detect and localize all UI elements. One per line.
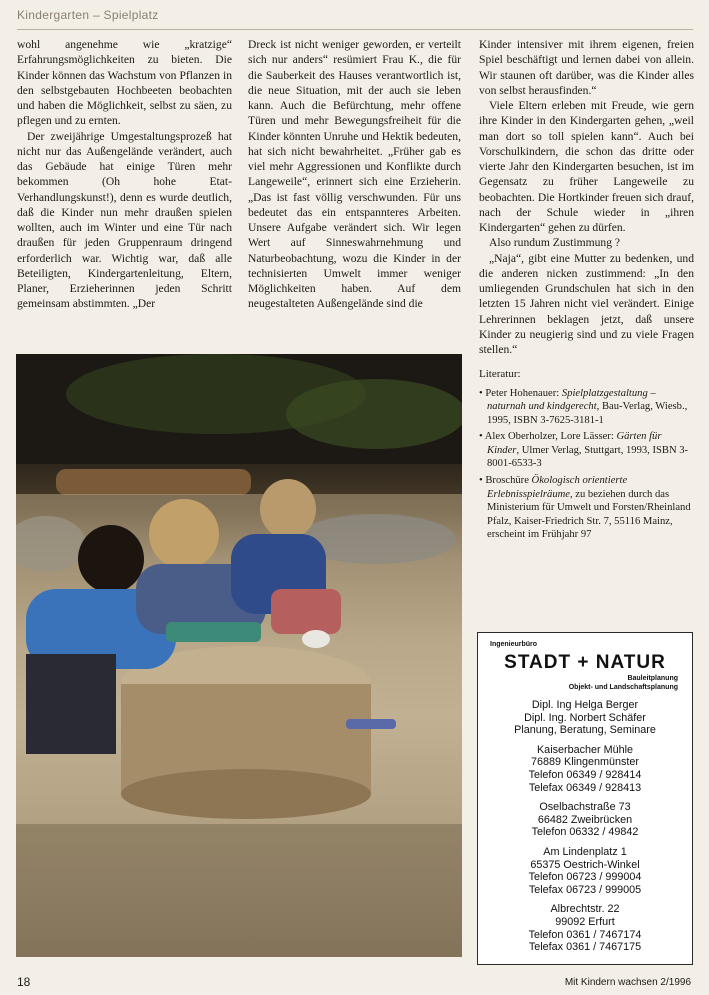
magazine-issue: Mit Kindern wachsen 2/1996 <box>564 977 691 988</box>
paragraph: „Naja“, gibt eine Mutter zu bedenken, und die anderen nicken zustimmend: „In den umliegenden Grundschulen hat sich in den letzten 15 Jahren nicht viel verändert. Einige Lehrerinnen beklagen jetzt, daß unsere Kinder zu neugierig sind und zu viele Fragen stellen.“ <box>479 251 694 356</box>
ad-line: Am Lindenplatz 1 <box>543 845 627 858</box>
lit-details: , Ulmer Verlag, Stuttgart, 1993, ISBN 3-8001-6533-3 <box>487 444 689 470</box>
ad-line: Albrechtstr. 22 <box>550 903 620 916</box>
ad-line: Kaiserbacher Mühle <box>536 743 634 756</box>
literature-title: Literatur: <box>479 368 521 381</box>
paragraph: Dreck ist nicht weniger geworden, er verteilt sich nur anders“ resümiert Frau K., die für die Sauberkeit des Hauses verantwortlich ist, die neue Situation, mit der auch sie leben kann. Auch die Befürchtung, mehr offene Türen und mehr Bewegungsfreiheit für die Kinder könnten Unruhe und Hektik bedeuten, hat sich nicht bewahrheitet. „Früher gab es viel mehr Aggressionen und Konflikte durch Langeweile“, erinnert sich eine Erzieherin. „Das ist fast völlig verschwunden. Für uns bedeutet das ein entspannteres Arbeiten. Unsere Aufgabe verändert sich. Wir legen Wert auf Sinneswahrnehmung und Naturbeobachtung, wozu die Kinder in der technisierten Umwelt immer weniger Möglichkeiten haben. Auf dem neugestalteten Außengelände sind die <box>248 38 461 311</box>
text-column-1 <box>17 37 232 312</box>
header-rule <box>17 29 693 30</box>
section-header: Kindergarten – Spielplatz <box>17 8 159 22</box>
paragraph: Also rundum Zustimmung ? <box>489 236 621 250</box>
ad-subtitle: Bauleitplanung <box>627 675 678 682</box>
ad-subtitle: Objekt- und Landschaftsplanung <box>568 684 678 691</box>
lit-author: Peter Hohenauer: <box>485 387 562 399</box>
lit-details: , zu beziehen durch das Ministerium für Umwelt und Forsten/Rheinland Pfalz, Kaiser-Friedrich Str. 7, 55116 Mainz, erscheint im Frühjahr 97 <box>487 488 691 541</box>
literature-item: • Alex Oberholzer, Lore Lässer: Gärten für Kinder, Ulmer Verlag, Stuttgart, 1993, ISBN 3-8001-6533-3 <box>479 431 689 470</box>
ad-office <box>478 903 692 953</box>
ad-line: Telefon 06349 / 928414 <box>528 768 642 781</box>
ad-line: Telefon 06332 / 49842 <box>531 826 639 839</box>
text-column-2 <box>248 37 461 312</box>
children-sandpit-photo <box>16 354 462 957</box>
literature-item: • Peter Hohenauer: Spielplatzgestaltung – naturnah und kindgerecht, Bau-Verlag, Wiesb., 1995, ISBN 3-7625-3181-1 <box>479 387 688 426</box>
ad-line: Telefon 0361 / 7467174 <box>528 928 642 941</box>
ad-line: Oselbachstraße 73 <box>539 801 631 814</box>
lit-details: , Bau-Verlag, Wiesb., 1995, ISBN 3-7625-3181-1 <box>487 401 688 426</box>
ad-line: Telefax 06349 / 928413 <box>528 781 642 794</box>
lit-title: Gärten für Kinder <box>487 431 662 456</box>
photo-illustration <box>16 354 462 957</box>
ad-line: Planung, Beratung, Seminare <box>514 724 656 737</box>
ad-brand-logo: STADT + NATUR <box>504 652 666 673</box>
ad-office <box>478 744 692 794</box>
ad-line: 76889 Klingenmünster <box>530 756 640 769</box>
ad-line: Telefax 06723 / 999005 <box>528 883 642 896</box>
ad-line: Dipl. Ing Helga Berger <box>531 699 639 711</box>
ad-line: Telefax 0361 / 7467175 <box>528 941 642 954</box>
ad-line: 66482 Zweibrücken <box>537 813 633 826</box>
page-number: 18 <box>17 975 31 989</box>
ad-office <box>478 801 692 839</box>
lit-author: Alex Oberholzer, Lore Lässer: <box>484 431 617 443</box>
literature-item: • Broschüre Ökologisch orientierte Erlebnisspielräume, zu beziehen durch das Ministerium für Umwelt und Forsten/Rheinland Pfalz, Kaiser-Friedrich Str. 7, 55116 Mainz, erscheint im Frühjahr 97 <box>479 475 691 541</box>
advertisement-box <box>477 632 693 965</box>
paragraph: Der zweijährige Umgestaltungsprozeß hat nicht nur das Außengelände verändert, auch das Gebäude hat einige Türen mehr bekommen (Oh hohe Etat-Verhandlungskunst!), denn es wurde deutlich, daß die Kinder nun mehr draußen spielen wollten, auch im Winter und eine Tür nach draußen für jeden Gruppenraum dringend erforderlich war. Wichtig war, daß alle Beteiligten, Kindergartenleitung, Eltern, Planer, Erzieherinnen jeden Schritt gemeinsam abstimmten. „Der <box>17 129 232 311</box>
ad-line: 99092 Erfurt <box>555 915 615 928</box>
ad-line: Dipl. Ing. Norbert Schäfer <box>524 711 646 724</box>
lit-author: Broschüre <box>485 475 532 487</box>
literature-section <box>479 367 694 542</box>
ad-people <box>478 699 692 737</box>
lit-title: Spielplatzgestaltung – naturnah und kindgerecht <box>487 387 656 413</box>
paragraph: Kinder intensiver mit ihrem eigenen, freien Spiel beschäftigt und lernen dabei von allein. Wir staunen oft darüber, was die Kinder alles von selbst herausfinden.“ <box>479 38 694 97</box>
ad-line: Telefon 06723 / 999004 <box>528 871 642 884</box>
paragraph: Viele Eltern erleben mit Freude, wie gern ihre Kinder in den Kindergarten gehen, „weil man dort so toll spielen kann“. Auch bei Vorschulkindern, die schon das dritte oder vierte Jahr den Kindergarten besuchen, ist im Gegensatz zu früher Langeweile zu beobachten. Die Hortkinder freuen sich drauf, nach der Schule wieder in „ihren Kindergarten“ gehen zu dürfen. <box>479 99 694 234</box>
lit-title: Ökologisch orientierte Erlebnisspielräume <box>487 475 628 500</box>
ad-office <box>478 846 692 896</box>
ad-line: 65375 Oestrich-Winkel <box>530 858 640 871</box>
ad-kicker: Ingenieurbüro <box>490 641 538 648</box>
paragraph: wohl angenehme wie „kratzige“ Erfahrungsmöglichkeiten zu bieten. Die Kinder können das Wachstum von Pflanzen in den selbstgebauten Hochbeeten beobachten und haben die Möglichkeit, selbst zu säen, zu pflegen und zu ernten. <box>17 38 232 128</box>
text-column-3 <box>479 37 694 545</box>
